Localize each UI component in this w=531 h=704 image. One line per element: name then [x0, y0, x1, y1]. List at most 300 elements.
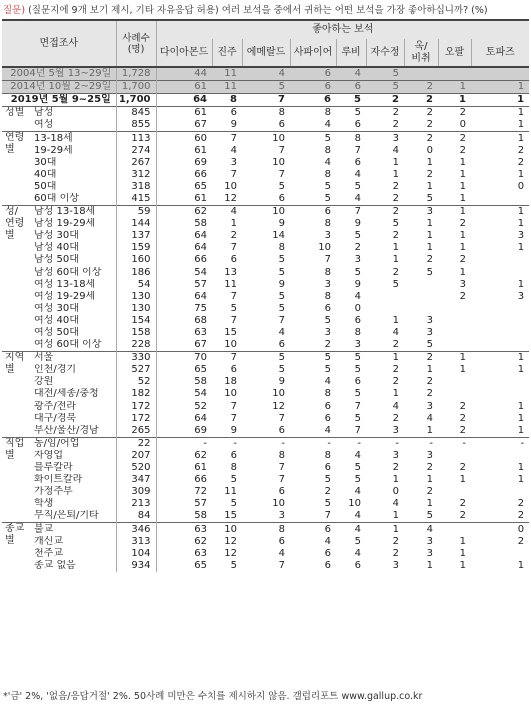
value-cell: 10 — [348, 498, 362, 510]
value-cell: 5 — [426, 192, 434, 204]
table-row — [2, 352, 529, 365]
value-cell: 10 — [224, 388, 238, 400]
value-cell: 2 — [392, 535, 400, 547]
value-cell: 2 — [392, 230, 400, 242]
value-cell: 6 — [290, 206, 336, 219]
group-title: 지역별 — [2, 352, 30, 438]
value-cell — [438, 388, 471, 400]
value-cell: 1 — [392, 242, 400, 254]
value-cell: 1 — [459, 547, 467, 559]
value-cell: 6 — [324, 412, 332, 424]
gem-header: 다이아몬드 — [156, 39, 212, 67]
value-cell: 5 — [392, 278, 400, 290]
value-cell: 4 — [354, 486, 362, 498]
value-cell: 2 — [426, 462, 434, 474]
value-cell — [404, 291, 438, 303]
value-cell: 7 — [324, 510, 332, 522]
value-cell: 5 — [354, 266, 362, 278]
value-cell: 3 — [426, 449, 434, 461]
value-cell: 1 — [459, 364, 467, 376]
value-cell: 7 — [278, 314, 286, 326]
value-cell: 1 — [392, 156, 400, 168]
gem-header: 루비 — [336, 39, 366, 67]
table-row — [2, 181, 529, 193]
value-cell: - — [438, 437, 471, 450]
value-cell: 0 — [471, 523, 529, 536]
value-cell — [438, 450, 471, 462]
value-cell: 54 — [156, 267, 212, 279]
row-label: 광주/전라 — [34, 400, 77, 412]
value-cell: 4 — [404, 523, 438, 536]
case-count: 312 — [116, 169, 156, 181]
table-body — [2, 67, 529, 572]
table-row — [2, 157, 529, 169]
value-cell: 2 — [459, 218, 467, 230]
value-cell: 1 — [517, 119, 525, 131]
value-cell: 5 — [230, 474, 238, 486]
value-cell: 6 — [324, 547, 332, 559]
value-cell: 2 — [459, 254, 467, 266]
value-cell: 6 — [290, 94, 336, 107]
value-cell — [438, 303, 471, 315]
value-cell — [366, 303, 404, 315]
value-cell — [404, 279, 438, 291]
table-row — [2, 462, 529, 474]
row-label: 불교 — [30, 523, 116, 536]
value-cell: 5 — [278, 266, 286, 278]
case-count: 1,700 — [116, 94, 156, 107]
case-count: 309 — [116, 486, 156, 498]
value-cell: 15 — [224, 510, 238, 522]
value-cell: 4 — [354, 449, 362, 461]
value-cell: 3 — [230, 156, 238, 168]
year-label: 2004년 5월 13~29일 — [2, 67, 116, 81]
value-cell: 10 — [212, 523, 242, 536]
value-cell — [471, 450, 529, 462]
row-label: 40대 — [34, 168, 57, 180]
value-cell: 2 — [517, 510, 525, 522]
value-cell: 1 — [471, 81, 529, 94]
row-label: 여성 50대 — [34, 327, 79, 339]
value-cell: 1 — [459, 474, 467, 486]
case-count: 186 — [116, 267, 156, 279]
value-cell: 1 — [459, 156, 467, 168]
table-row — [2, 474, 529, 486]
value-cell: 63 — [156, 327, 212, 339]
value-cell: 13 — [224, 266, 238, 278]
value-cell: 0 — [517, 180, 525, 192]
value-cell: 2 — [426, 168, 434, 180]
value-cell: 5 — [242, 352, 290, 365]
value-cell: 10 — [272, 498, 286, 510]
value-cell: 5 — [426, 510, 434, 522]
value-cell: 18 — [224, 376, 238, 388]
row-label: 남성 40대 — [34, 242, 79, 254]
gem-header: 토파즈 — [471, 39, 529, 67]
case-count: 84 — [116, 510, 156, 523]
row-label: 여성 30대 — [34, 302, 79, 314]
value-cell: 11 — [212, 81, 242, 94]
table-row — [2, 548, 529, 560]
value-cell — [404, 67, 438, 81]
value-cell: 7 — [354, 144, 362, 156]
value-cell: 5 — [278, 364, 286, 376]
table-row — [2, 267, 529, 279]
table-row — [2, 388, 529, 400]
value-cell: 5 — [354, 474, 362, 486]
value-cell: 8 — [290, 107, 336, 120]
value-cell — [471, 67, 529, 81]
value-cell: 7 — [278, 474, 286, 486]
value-cell: 6 — [278, 192, 286, 204]
case-count: 267 — [116, 157, 156, 169]
value-cell: 7 — [324, 254, 332, 266]
table-row — [2, 107, 529, 120]
value-cell: 58 — [156, 510, 212, 523]
value-cell: 5 — [230, 302, 238, 314]
value-cell: 2 — [517, 535, 525, 547]
value-cell: 5 — [366, 81, 404, 94]
value-cell: 7 — [278, 168, 286, 180]
value-cell: 2 — [426, 376, 434, 388]
group-title: 종교별 — [2, 523, 30, 572]
value-cell: 5 — [278, 302, 286, 314]
case-count: 265 — [116, 425, 156, 438]
value-cell: 5 — [354, 462, 362, 474]
value-cell: 1 — [438, 94, 471, 107]
value-cell: 4 — [324, 119, 332, 131]
value-cell: 2 — [230, 230, 238, 242]
value-cell: 4 — [426, 412, 434, 424]
value-cell: 3 — [324, 230, 332, 242]
value-cell: 3 — [354, 254, 362, 266]
value-cell: 2 — [366, 94, 404, 107]
value-cell: 1 — [438, 206, 471, 219]
value-cell: 5 — [354, 230, 362, 242]
value-cell: 7 — [278, 144, 286, 156]
row-label: 남성 50대 — [34, 254, 79, 266]
value-cell: 8 — [324, 266, 332, 278]
value-cell — [366, 291, 404, 303]
value-cell: 72 — [156, 486, 212, 498]
case-count: 159 — [116, 242, 156, 254]
value-cell: 1 — [426, 364, 434, 376]
value-cell: 10 — [242, 132, 290, 145]
value-cell: 2 — [459, 412, 467, 424]
value-cell: 10 — [272, 156, 286, 168]
case-count: 934 — [116, 560, 156, 572]
question-label: 질문) — [3, 5, 26, 16]
value-cell: 5 — [324, 474, 332, 486]
value-cell: 64 — [156, 291, 212, 303]
value-cell: 2 — [459, 144, 467, 156]
value-cell: 6 — [278, 486, 286, 498]
value-cell: 1 — [230, 218, 238, 230]
value-cell — [471, 376, 529, 388]
year-row — [2, 67, 529, 81]
value-cell: 4 — [336, 67, 366, 81]
value-cell: 4 — [336, 523, 366, 536]
row-label: 대구/경북 — [34, 412, 77, 424]
year-row — [2, 81, 529, 94]
gem-group-header: 좋아하는 보석 — [156, 20, 529, 39]
value-cell: 9 — [278, 218, 286, 230]
value-cell: 6 — [290, 67, 336, 81]
value-cell: 61 — [156, 193, 212, 206]
value-cell: 4 — [278, 327, 286, 339]
row-label: 무직/은퇴/기타 — [34, 510, 99, 522]
value-cell: 5 — [336, 94, 366, 107]
value-cell: 9 — [354, 218, 362, 230]
value-cell: 1 — [517, 218, 525, 230]
case-count: 160 — [116, 254, 156, 266]
value-cell: 2 — [324, 339, 332, 351]
case-count: 130 — [116, 303, 156, 315]
value-cell: 0 — [392, 486, 400, 498]
value-cell: 67 — [156, 119, 212, 132]
row-label: 학생 — [34, 498, 54, 510]
value-cell: 10 — [272, 388, 286, 400]
table-row — [2, 291, 529, 303]
value-cell: 1 — [471, 107, 529, 120]
value-cell: 2 — [426, 486, 434, 498]
value-cell: 1 — [426, 242, 434, 254]
row-label: 여성 60대 이상 — [34, 339, 102, 351]
row-label: 남성 60대 이상 — [34, 266, 102, 278]
value-cell: 4 — [392, 498, 400, 510]
row-label: 강원 — [34, 376, 54, 388]
case-count: 182 — [116, 388, 156, 400]
row-label: 부산/울산/경남 — [34, 424, 99, 436]
case-count: 113 — [116, 132, 156, 145]
gem-header: 진주 — [212, 39, 242, 67]
value-cell: 62 — [156, 536, 212, 548]
group-title: 연령별 — [2, 132, 30, 206]
value-cell: 9 — [278, 376, 286, 388]
value-cell: 11 — [212, 67, 242, 81]
case-count: 415 — [116, 193, 156, 206]
row-label: 대전/세종/충청 — [34, 388, 99, 400]
table-row — [2, 450, 529, 462]
table-row — [2, 193, 529, 206]
value-cell — [471, 486, 529, 498]
value-cell: 1 — [459, 180, 467, 192]
case-count: 330 — [116, 352, 156, 365]
value-cell: 7 — [336, 206, 366, 219]
value-cell: 6 — [212, 107, 242, 120]
case-count: 527 — [116, 364, 156, 376]
value-cell: 62 — [156, 206, 212, 219]
value-cell: 8 — [278, 242, 286, 254]
value-cell: - — [366, 437, 404, 450]
value-cell — [471, 267, 529, 279]
value-cell: 3 — [459, 278, 467, 290]
value-cell: 2 — [324, 486, 332, 498]
value-cell: 44 — [156, 67, 212, 81]
value-cell: 1 — [517, 412, 525, 424]
value-cell: 9 — [354, 278, 362, 290]
value-cell: 3 — [392, 449, 400, 461]
value-cell: 3 — [426, 547, 434, 559]
gem-header: 에메랄드 — [242, 39, 290, 67]
value-cell: 1 — [392, 168, 400, 180]
value-cell: 5 — [230, 498, 238, 510]
value-cell: 1 — [459, 192, 467, 204]
value-cell: 7 — [230, 314, 238, 326]
value-cell: 5 — [426, 266, 434, 278]
value-cell: 64 — [156, 94, 212, 107]
value-cell: 66 — [156, 169, 212, 181]
value-cell: 2 — [392, 180, 400, 192]
footnote: *'금' 2%, '없음/응답거절' 2%. 50사례 미만은 수치를 제시하지 않음. 갤럽리포트 www.gallup.co.kr — [3, 691, 423, 702]
value-cell: 54 — [156, 388, 212, 400]
value-cell: 1 — [459, 242, 467, 254]
value-cell: 6 — [230, 254, 238, 266]
case-count: 22 — [116, 437, 156, 450]
value-cell: 2 — [392, 364, 400, 376]
case-count: 154 — [116, 315, 156, 327]
row-label: 농/임/어업 — [30, 437, 116, 450]
value-cell: 2 — [459, 424, 467, 436]
value-cell: 5 — [354, 412, 362, 424]
value-cell: 64 — [156, 242, 212, 254]
value-cell: 0 — [354, 302, 362, 314]
value-cell: 2 — [517, 144, 525, 156]
table-row — [2, 303, 529, 315]
value-cell: 7 — [354, 400, 362, 412]
value-cell: 4 — [392, 327, 400, 339]
value-cell: 75 — [156, 303, 212, 315]
value-cell: 10 — [318, 242, 332, 254]
table-row — [2, 523, 529, 536]
value-cell: 64 — [156, 230, 212, 242]
value-cell: 6 — [230, 449, 238, 461]
value-cell: 4 — [392, 400, 400, 412]
value-cell: 2 — [517, 498, 525, 510]
value-cell: 2 — [438, 107, 471, 120]
value-cell: 1 — [517, 168, 525, 180]
row-label: 화이트칼라 — [34, 474, 83, 486]
value-cell: 7 — [230, 290, 238, 302]
value-cell: 6 — [354, 376, 362, 388]
value-cell: 6 — [324, 302, 332, 314]
value-cell: 8 — [354, 327, 362, 339]
value-cell — [471, 303, 529, 315]
value-cell: 66 — [156, 474, 212, 486]
question-line — [3, 2, 529, 16]
row-label: 여성 — [34, 119, 54, 131]
value-cell: 7 — [230, 400, 238, 412]
value-cell: 10 — [224, 180, 238, 192]
value-cell: 4 — [324, 424, 332, 436]
value-cell: 2 — [392, 266, 400, 278]
table-row — [2, 364, 529, 376]
value-cell: 1 — [438, 352, 471, 365]
value-cell: 3 — [517, 290, 525, 302]
value-cell: 6 — [324, 559, 332, 571]
value-cell: 4 — [324, 376, 332, 388]
row-label: 자영업 — [34, 449, 63, 461]
value-cell: 12 — [224, 535, 238, 547]
value-cell: 3 — [517, 230, 525, 242]
value-cell: 2 — [517, 156, 525, 168]
value-cell: 5 — [366, 67, 404, 81]
value-cell: 2 — [392, 547, 400, 559]
value-cell: 5 — [278, 254, 286, 266]
value-cell: 1 — [426, 180, 434, 192]
value-cell: 5 — [278, 180, 286, 192]
row-label: 서울 — [30, 352, 116, 365]
value-cell: 58 — [156, 218, 212, 230]
value-cell: 0 — [459, 119, 467, 131]
survey-table — [2, 19, 529, 572]
value-cell: 1 — [471, 94, 529, 107]
value-cell: 2 — [426, 119, 434, 131]
value-cell: 6 — [324, 400, 332, 412]
value-cell: 6 — [354, 119, 362, 131]
value-cell — [438, 486, 471, 498]
survey-header: 면접조사 — [2, 20, 116, 67]
value-cell: 4 — [242, 67, 290, 81]
case-count: 845 — [116, 107, 156, 120]
table-row — [2, 230, 529, 242]
value-cell: 7 — [278, 559, 286, 571]
value-cell: 8 — [230, 462, 238, 474]
value-cell: 8 — [324, 388, 332, 400]
value-cell: 1 — [392, 314, 400, 326]
value-cell: 8 — [212, 94, 242, 107]
value-cell: 63 — [156, 548, 212, 560]
value-cell: 5 — [354, 535, 362, 547]
value-cell: 5 — [230, 559, 238, 571]
value-cell: 5 — [336, 352, 366, 365]
value-cell: 1 — [426, 474, 434, 486]
value-cell: 61 — [156, 81, 212, 94]
value-cell — [471, 193, 529, 206]
value-cell: 5 — [242, 81, 290, 94]
case-count: 520 — [116, 462, 156, 474]
value-cell: 1 — [517, 424, 525, 436]
case-count: 172 — [116, 401, 156, 413]
value-cell — [438, 315, 471, 327]
value-cell: 1 — [459, 230, 467, 242]
value-cell: 1 — [459, 168, 467, 180]
value-cell: 2 — [392, 339, 400, 351]
table-row — [2, 145, 529, 157]
row-label: 19-29세 — [34, 144, 73, 156]
case-count: 144 — [116, 218, 156, 230]
value-cell: 2 — [366, 206, 404, 219]
value-cell: 68 — [156, 315, 212, 327]
value-cell: 2 — [459, 510, 467, 522]
table-row — [2, 560, 529, 572]
value-cell: 4 — [354, 168, 362, 180]
value-cell: 9 — [278, 278, 286, 290]
case-count: 318 — [116, 181, 156, 193]
row-label: 천주교 — [34, 547, 63, 559]
table-row — [2, 536, 529, 548]
value-cell: 12 — [272, 400, 286, 412]
table-row — [2, 279, 529, 291]
value-cell: 4 — [230, 144, 238, 156]
value-cell: 57 — [156, 498, 212, 510]
value-cell — [471, 548, 529, 560]
value-cell: 2 — [404, 107, 438, 120]
row-label: 개신교 — [34, 535, 63, 547]
value-cell: 1 — [517, 559, 525, 571]
value-cell: 2 — [404, 94, 438, 107]
value-cell: 65 — [156, 181, 212, 193]
